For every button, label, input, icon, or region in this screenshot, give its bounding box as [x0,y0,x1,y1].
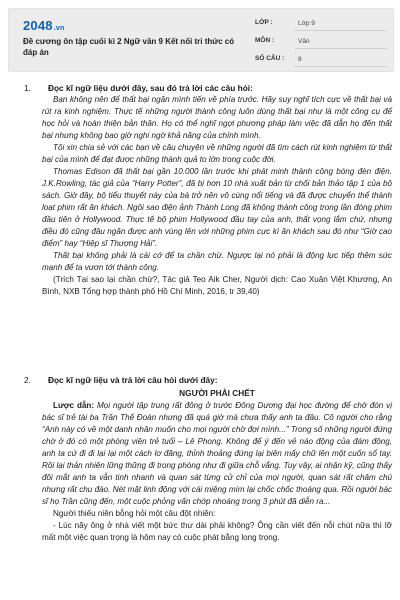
passage [24,387,396,544]
question-prompt-text: Đọc kĩ ngữ liệu dưới đây, sau đó trả lời các câu hỏi: [48,83,253,93]
document-title: Đề cương ôn tập cuối kì 2 Ngữ văn 9 Kết nối tri thức có đáp án [23,37,235,57]
meta-label: MÔN : [255,37,275,44]
document-content [0,78,400,600]
question-number: 2. [24,375,31,385]
question-prompt [24,374,396,386]
passage-paragraph: Người thiếu niên bỗng hỏi một câu đột nhiên: [53,509,216,518]
summary-text: Mọi người tập trung rất đông ở trước Đông Dương đại học đường để chờ đón vị bác sĩ trẻ tài ba Trần Thế Đoàn nhưng đã quá giờ mà chưa thấy anh ta đâu. Cô người cho rằng “Anh này có về một danh nhân muốn cho mọi người chờ đợi mình...” Trong số những người đứng chờ ở đó có một phóng viên trẻ tuổi – Lê Phong. Không để ý đến vẻ náo động của đám đông, anh ta cứ đi đi lại lại một cách lơ đãng, thỉnh thoảng đứng lại biên mấy chữ lên một cuốn sổ tay. Rồi lại thản nhiên lững thững đi trong phòng như đi giữa chỗ vắng. Tuy vậy, ai nhận kỹ, cũng thấy đôi mắt anh ta vẫn tinh nhanh và quan sát từng cử chỉ của mọi người, quan sát rất chăm chú nhưng rất chu đáo. Nét mặt linh động với cái miệng mím lại chốc chốc thoáng qua. Rồi người bác sĩ họ Trần cũng đến, một cuộc phỏng vấn chớp nhoáng trong 3 phút đã diễn ra... [42,401,392,506]
logo-tld: .vn [53,25,65,32]
passage [24,94,396,298]
story-title: NGƯỜI PHẢI CHẾT [179,388,255,398]
passage-paragraph: Bạn không nên để thất bại ngăn mình tiến về phía trước. Hãy suy nghĩ tích cực về thất bại và rút ra kinh nghiệm. Thực tế những người thành công luôn dùng thất bại như là một công cụ để học hỏi và hoàn thiện bản thân. Họ có thể nghĩ ngợi phương pháp làm việc đã dẫn họ đến thất bại nhưng không bao giờ nghi ngờ khả năng của chính mình. [42,95,392,140]
meta-value: Văn [295,35,387,49]
meta-label: LỚP : [255,19,273,26]
meta-field-subject [255,35,391,50]
meta-value: Lớp 9 [295,17,387,31]
passage-paragraph: - Lúc nãy ông ở nhà viết một bức thư dài phải không? Ông cần viết đến nỗi chút nữa thì lỡ mất một việc quan trọng là hôm nay có cuộc phát bằng long trọng. [42,521,392,542]
question-number: 1. [24,83,31,93]
passage-paragraph: Tôi xin chia sẻ với các bạn về câu chuyện về những người đã tìm cách rút kinh nghiệm từ thất bại của mình để đạt được những thành quả to lớn trong cuộc đời. [42,143,392,164]
logo-text: 2048 [23,18,53,33]
meta-label: SỐ CÂU : [255,55,285,62]
passage-summary [42,400,392,508]
summary-label: Lược dẫn: [53,401,95,410]
site-logo[interactable] [23,18,64,33]
document-header [8,8,394,72]
meta-field-class [255,17,391,32]
passage-paragraph: Thất bại không phải là cái cớ để ta chần chừ. Ngược lại nó phải là động lực tiếp thêm sức mạnh để ta vươn tới thành công. [42,251,392,272]
question-prompt [24,82,396,94]
question-prompt-text: Đọc kĩ ngữ liệu và trả lời câu hỏi dưới đây: [48,375,218,385]
question-2 [24,374,396,544]
passage-source: (Trích Tại sao lại chần chừ?, Tác giả Teo Aik Cher, Người dịch: Cao Xuân Việt Khương, An Bình, NXB Tổng hợp thành phố Hồ Chí Minh, 2016, tr 39,40) [42,275,392,296]
meta-field-question-count [255,53,391,68]
question-1 [24,82,396,298]
passage-paragraph: Thomas Edison đã thất bại gần 10.000 lần trước khi phát minh thành công bóng đèn điện. J.K.Rowling, tác giả của “Harry Potter”, đã bị hơn 10 nhà xuất bản từ chối bản thảo tập 1 của bộ sách. Giờ đây, bộ tiểu thuyết này của bà trở nên vô cùng nổi tiếng và đã được chuyển thể thành loạt phim rất ăn khách. Ngôi sao điện ảnh Thành Long đã không thành công trong lần đóng phim đầu tiên ở Hollywood. Thực tế bộ phim Hollywood đầu tay của anh, thất vọng lắm chứ, nhưng điều đó cũng đâu ngăn được anh vùng lên với những phim cực kì ăn khách sau đó như “Giờ cao điểm” hay “Hiệp sĩ Thượng Hải”. [42,167,392,248]
meta-value: 8 [295,53,387,67]
